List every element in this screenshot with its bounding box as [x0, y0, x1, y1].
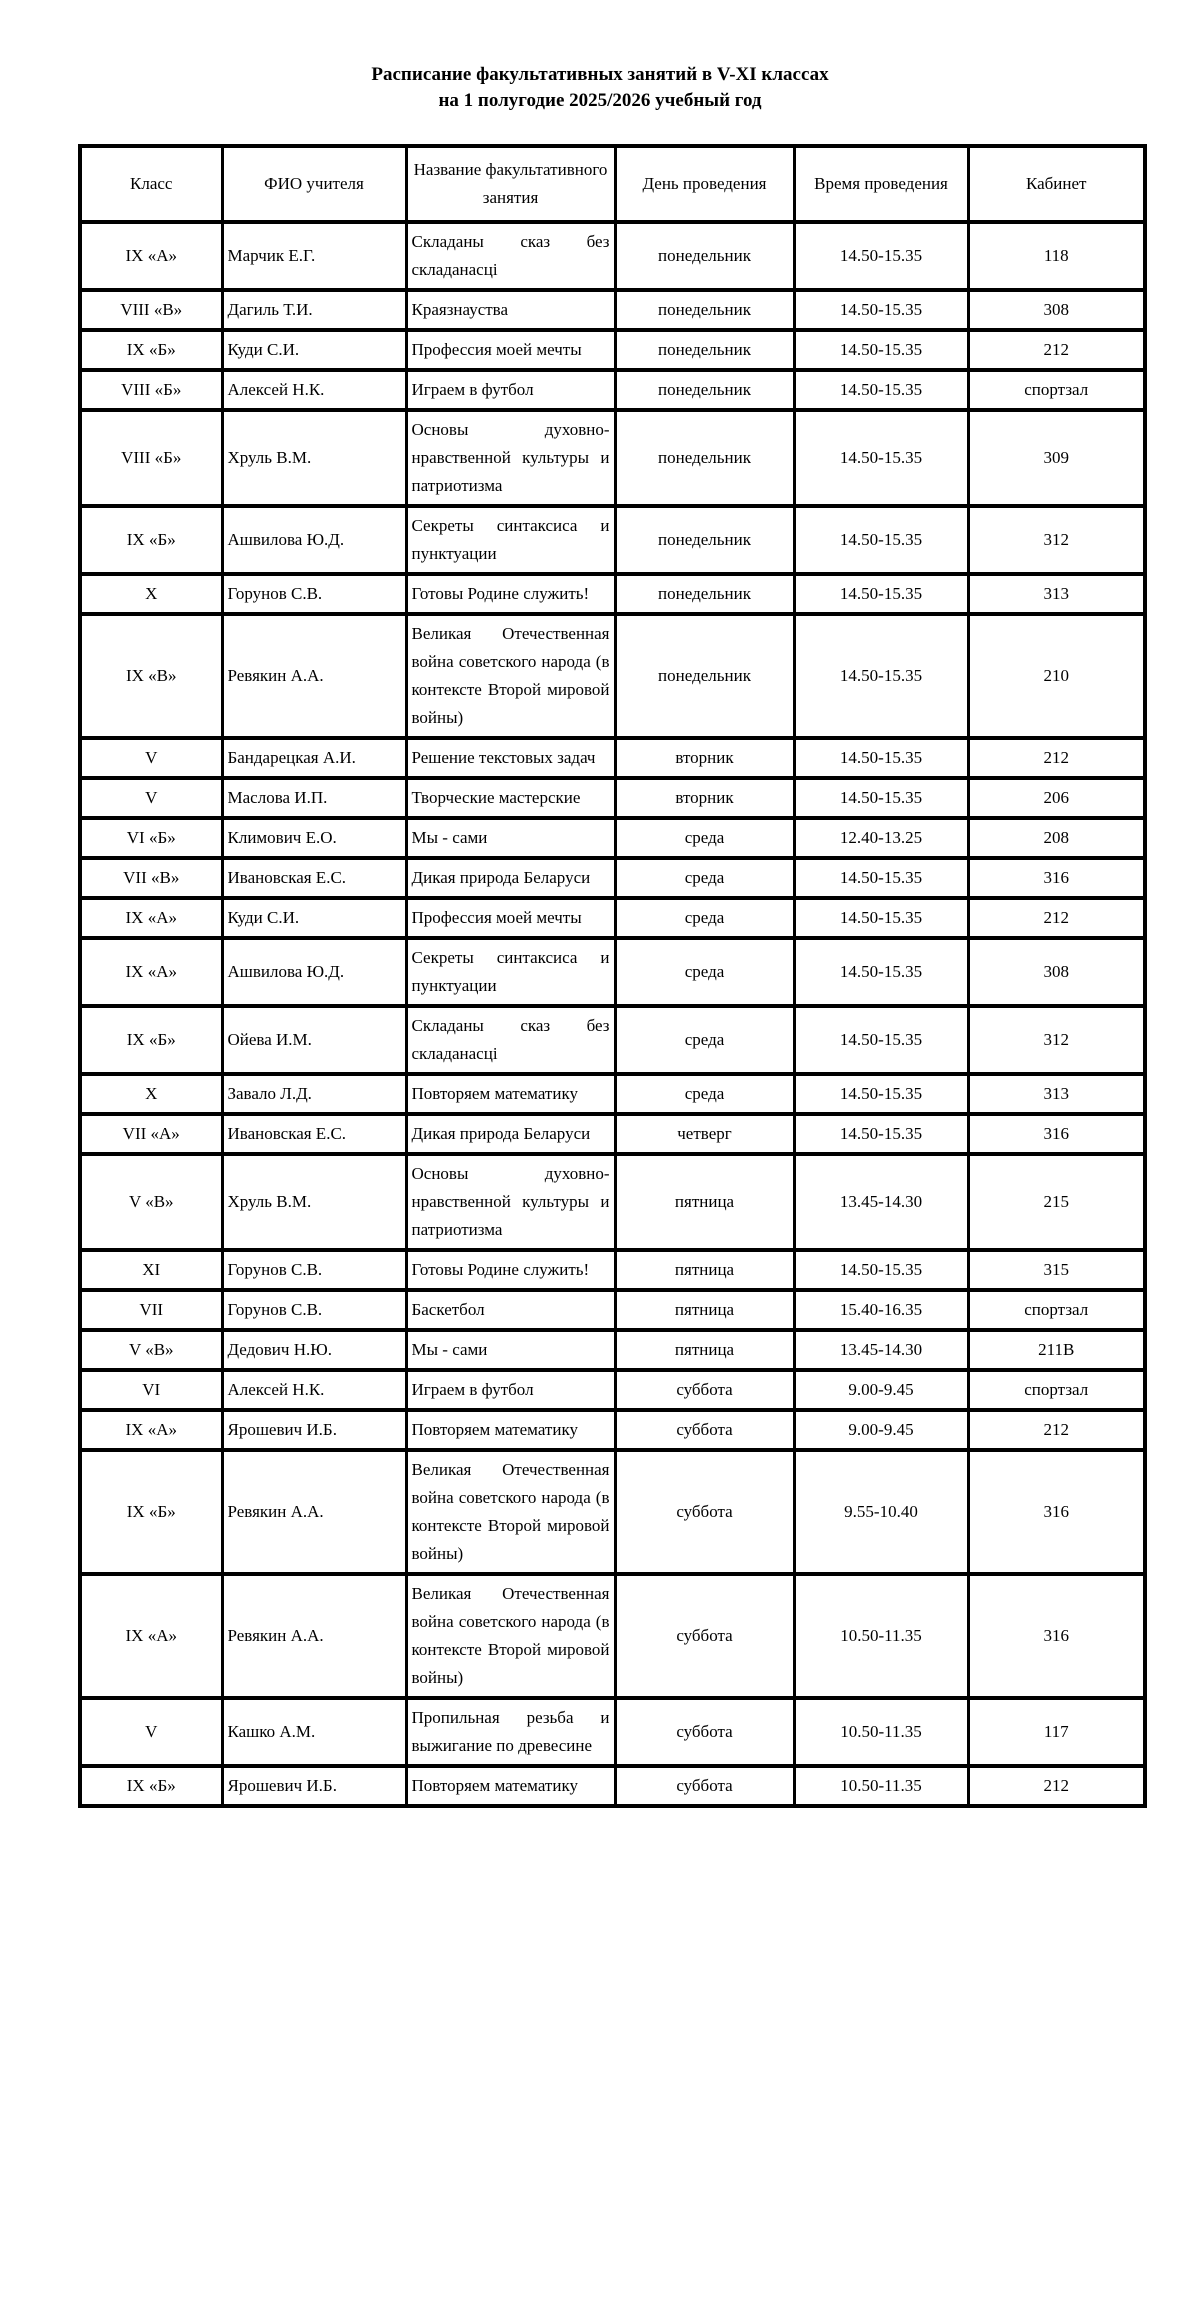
cell-day: среда: [615, 818, 794, 858]
schedule-table-body: [80, 222, 1145, 1806]
cell-room: 212: [968, 1410, 1145, 1450]
table-row: [80, 330, 1145, 370]
table-row: [80, 778, 1145, 818]
cell-day: суббота: [615, 1410, 794, 1450]
table-row: [80, 222, 1145, 290]
cell-teacher: Ашвилова Ю.Д.: [222, 506, 406, 574]
cell-day: среда: [615, 1006, 794, 1074]
cell-day: вторник: [615, 778, 794, 818]
cell-room: 316: [968, 1574, 1145, 1698]
cell-class: IX «А»: [80, 938, 222, 1006]
cell-time: 10.50-11.35: [794, 1698, 968, 1766]
cell-activity: Складаны сказ без складанасці: [406, 1006, 615, 1074]
cell-activity: Мы - сами: [406, 818, 615, 858]
cell-room: 313: [968, 574, 1145, 614]
column-header-activity: Название факультативного занятия: [406, 146, 615, 222]
cell-activity: Секреты синтаксиса и пунктуации: [406, 938, 615, 1006]
cell-activity: Повторяем математику: [406, 1766, 615, 1806]
cell-activity: Пропильная резьба и выжигание по древесине: [406, 1698, 615, 1766]
cell-teacher: Завало Л.Д.: [222, 1074, 406, 1114]
cell-teacher: Горунов С.В.: [222, 1290, 406, 1330]
cell-time: 14.50-15.35: [794, 858, 968, 898]
cell-day: среда: [615, 1074, 794, 1114]
cell-teacher: Куди С.И.: [222, 898, 406, 938]
page-title: [0, 62, 1200, 114]
cell-activity: Играем в футбол: [406, 1370, 615, 1410]
header-row: [80, 146, 1145, 222]
cell-class: IX «А»: [80, 898, 222, 938]
cell-teacher: Маслова И.П.: [222, 778, 406, 818]
cell-teacher: Ярошевич И.Б.: [222, 1766, 406, 1806]
cell-time: 9.55-10.40: [794, 1450, 968, 1574]
cell-activity: Профессия моей мечты: [406, 898, 615, 938]
cell-room: 308: [968, 938, 1145, 1006]
cell-activity: Складаны сказ без складанасці: [406, 222, 615, 290]
title-line-2: на 1 полугодие 2025/2026 учебный год: [438, 90, 762, 111]
cell-day: понедельник: [615, 574, 794, 614]
cell-class: VIII «В»: [80, 290, 222, 330]
cell-room: спортзал: [968, 1290, 1145, 1330]
cell-teacher: Ойева И.М.: [222, 1006, 406, 1074]
cell-day: суббота: [615, 1450, 794, 1574]
cell-teacher: Дедович Н.Ю.: [222, 1330, 406, 1370]
cell-time: 14.50-15.35: [794, 1074, 968, 1114]
cell-teacher: Ревякин А.А.: [222, 614, 406, 738]
cell-time: 10.50-11.35: [794, 1766, 968, 1806]
cell-time: 14.50-15.35: [794, 938, 968, 1006]
cell-time: 14.50-15.35: [794, 738, 968, 778]
cell-teacher: Климович Е.О.: [222, 818, 406, 858]
cell-class: VII «А»: [80, 1114, 222, 1154]
cell-day: понедельник: [615, 330, 794, 370]
cell-activity: Великая Отечественная война советского народа (в контексте Второй мировой войны): [406, 614, 615, 738]
cell-teacher: Ярошевич И.Б.: [222, 1410, 406, 1450]
table-row: [80, 1250, 1145, 1290]
cell-class: VI «Б»: [80, 818, 222, 858]
table-row: [80, 898, 1145, 938]
cell-activity: Играем в футбол: [406, 370, 615, 410]
cell-time: 15.40-16.35: [794, 1290, 968, 1330]
cell-teacher: Хруль В.М.: [222, 410, 406, 506]
cell-activity: Великая Отечественная война советского народа (в контексте Второй мировой войны): [406, 1574, 615, 1698]
cell-day: четверг: [615, 1114, 794, 1154]
cell-activity: Основы духовно-нравственной культуры и патриотизма: [406, 1154, 615, 1250]
cell-time: 14.50-15.35: [794, 370, 968, 410]
cell-day: суббота: [615, 1766, 794, 1806]
cell-class: VI: [80, 1370, 222, 1410]
cell-activity: Мы - сами: [406, 1330, 615, 1370]
cell-class: VIII «Б»: [80, 370, 222, 410]
table-row: [80, 1330, 1145, 1370]
cell-time: 14.50-15.35: [794, 778, 968, 818]
cell-room: 212: [968, 1766, 1145, 1806]
cell-day: понедельник: [615, 290, 794, 330]
cell-teacher: Ашвилова Ю.Д.: [222, 938, 406, 1006]
cell-time: 14.50-15.35: [794, 1114, 968, 1154]
cell-room: 211В: [968, 1330, 1145, 1370]
cell-time: 14.50-15.35: [794, 410, 968, 506]
table-row: [80, 1410, 1145, 1450]
cell-day: понедельник: [615, 410, 794, 506]
table-row: [80, 938, 1145, 1006]
cell-time: 14.50-15.35: [794, 1006, 968, 1074]
title-line-1: Расписание факультативных занятий в V-XI классах: [371, 64, 829, 85]
cell-class: X: [80, 574, 222, 614]
cell-teacher: Бандарецкая А.И.: [222, 738, 406, 778]
cell-room: спортзал: [968, 370, 1145, 410]
cell-day: пятница: [615, 1330, 794, 1370]
cell-class: IX «А»: [80, 222, 222, 290]
cell-room: 316: [968, 1450, 1145, 1574]
cell-room: 308: [968, 290, 1145, 330]
cell-day: среда: [615, 858, 794, 898]
cell-teacher: Ревякин А.А.: [222, 1450, 406, 1574]
schedule-table: [78, 144, 1147, 1808]
cell-teacher: Алексей Н.К.: [222, 370, 406, 410]
cell-room: 210: [968, 614, 1145, 738]
table-row: [80, 1154, 1145, 1250]
cell-room: 212: [968, 898, 1145, 938]
cell-room: 315: [968, 1250, 1145, 1290]
cell-activity: Основы духовно-нравственной культуры и патриотизма: [406, 410, 615, 506]
cell-day: суббота: [615, 1574, 794, 1698]
table-row: [80, 614, 1145, 738]
cell-room: 208: [968, 818, 1145, 858]
cell-class: XI: [80, 1250, 222, 1290]
cell-teacher: Хруль В.М.: [222, 1154, 406, 1250]
cell-class: V: [80, 738, 222, 778]
table-row: [80, 1698, 1145, 1766]
cell-time: 14.50-15.35: [794, 1250, 968, 1290]
cell-activity: Профессия моей мечты: [406, 330, 615, 370]
table-row: [80, 1574, 1145, 1698]
cell-day: понедельник: [615, 222, 794, 290]
cell-time: 13.45-14.30: [794, 1330, 968, 1370]
cell-room: 316: [968, 858, 1145, 898]
table-row: [80, 818, 1145, 858]
cell-teacher: Алексей Н.К.: [222, 1370, 406, 1410]
cell-activity: Решение текстовых задач: [406, 738, 615, 778]
cell-activity: Творческие мастерские: [406, 778, 615, 818]
cell-activity: Дикая природа Беларуси: [406, 1114, 615, 1154]
cell-teacher: Горунов С.В.: [222, 1250, 406, 1290]
column-header-room: Кабинет: [968, 146, 1145, 222]
cell-class: VII «В»: [80, 858, 222, 898]
cell-teacher: Ревякин А.А.: [222, 1574, 406, 1698]
table-row: [80, 1370, 1145, 1410]
cell-teacher: Кашко А.М.: [222, 1698, 406, 1766]
cell-day: понедельник: [615, 370, 794, 410]
cell-day: среда: [615, 898, 794, 938]
cell-activity: Великая Отечественная война советского народа (в контексте Второй мировой войны): [406, 1450, 615, 1574]
cell-activity: Готовы Родине служить!: [406, 574, 615, 614]
column-header-time: Время проведения: [794, 146, 968, 222]
cell-room: 206: [968, 778, 1145, 818]
cell-room: 117: [968, 1698, 1145, 1766]
cell-time: 9.00-9.45: [794, 1370, 968, 1410]
cell-class: X: [80, 1074, 222, 1114]
cell-day: суббота: [615, 1370, 794, 1410]
cell-activity: Секреты синтаксиса и пунктуации: [406, 506, 615, 574]
cell-room: 212: [968, 738, 1145, 778]
cell-teacher: Марчик Е.Г.: [222, 222, 406, 290]
table-row: [80, 370, 1145, 410]
cell-time: 14.50-15.35: [794, 330, 968, 370]
cell-room: 316: [968, 1114, 1145, 1154]
table-row: [80, 1006, 1145, 1074]
cell-class: IX «А»: [80, 1410, 222, 1450]
column-header-day: День проведения: [615, 146, 794, 222]
cell-teacher: Дагиль Т.И.: [222, 290, 406, 330]
cell-class: IX «Б»: [80, 1450, 222, 1574]
cell-time: 10.50-11.35: [794, 1574, 968, 1698]
table-row: [80, 506, 1145, 574]
column-header-class: Класс: [80, 146, 222, 222]
cell-class: IX «Б»: [80, 1766, 222, 1806]
cell-activity: Готовы Родине служить!: [406, 1250, 615, 1290]
cell-time: 14.50-15.35: [794, 506, 968, 574]
cell-day: среда: [615, 938, 794, 1006]
cell-activity: Дикая природа Беларуси: [406, 858, 615, 898]
cell-day: вторник: [615, 738, 794, 778]
cell-time: 12.40-13.25: [794, 818, 968, 858]
cell-time: 9.00-9.45: [794, 1410, 968, 1450]
cell-class: VIII «Б»: [80, 410, 222, 506]
table-row: [80, 574, 1145, 614]
table-row: [80, 1074, 1145, 1114]
cell-class: IX «В»: [80, 614, 222, 738]
cell-room: 215: [968, 1154, 1145, 1250]
cell-class: IX «А»: [80, 1574, 222, 1698]
table-row: [80, 1114, 1145, 1154]
cell-teacher: Горунов С.В.: [222, 574, 406, 614]
cell-class: IX «Б»: [80, 1006, 222, 1074]
cell-day: понедельник: [615, 614, 794, 738]
cell-room: 309: [968, 410, 1145, 506]
cell-activity: Краязнауства: [406, 290, 615, 330]
cell-activity: Повторяем математику: [406, 1410, 615, 1450]
cell-room: 312: [968, 506, 1145, 574]
cell-class: VII: [80, 1290, 222, 1330]
table-row: [80, 1450, 1145, 1574]
cell-room: спортзал: [968, 1370, 1145, 1410]
cell-time: 13.45-14.30: [794, 1154, 968, 1250]
cell-class: V: [80, 1698, 222, 1766]
cell-class: V: [80, 778, 222, 818]
cell-activity: Баскетбол: [406, 1290, 615, 1330]
cell-teacher: Ивановская Е.С.: [222, 1114, 406, 1154]
cell-day: пятница: [615, 1250, 794, 1290]
cell-teacher: Ивановская Е.С.: [222, 858, 406, 898]
cell-time: 14.50-15.35: [794, 574, 968, 614]
cell-day: понедельник: [615, 506, 794, 574]
cell-time: 14.50-15.35: [794, 898, 968, 938]
table-row: [80, 410, 1145, 506]
cell-activity: Повторяем математику: [406, 1074, 615, 1114]
table-row: [80, 290, 1145, 330]
cell-day: пятница: [615, 1154, 794, 1250]
cell-room: 313: [968, 1074, 1145, 1114]
cell-room: 118: [968, 222, 1145, 290]
cell-room: 312: [968, 1006, 1145, 1074]
cell-time: 14.50-15.35: [794, 222, 968, 290]
cell-time: 14.50-15.35: [794, 290, 968, 330]
table-row: [80, 1290, 1145, 1330]
cell-class: V «В»: [80, 1330, 222, 1370]
cell-class: V «В»: [80, 1154, 222, 1250]
cell-time: 14.50-15.35: [794, 614, 968, 738]
column-header-teacher: ФИО учителя: [222, 146, 406, 222]
cell-room: 212: [968, 330, 1145, 370]
table-row: [80, 738, 1145, 778]
cell-class: IX «Б»: [80, 330, 222, 370]
cell-class: IX «Б»: [80, 506, 222, 574]
cell-day: суббота: [615, 1698, 794, 1766]
cell-teacher: Куди С.И.: [222, 330, 406, 370]
cell-day: пятница: [615, 1290, 794, 1330]
table-row: [80, 858, 1145, 898]
table-row: [80, 1766, 1145, 1806]
